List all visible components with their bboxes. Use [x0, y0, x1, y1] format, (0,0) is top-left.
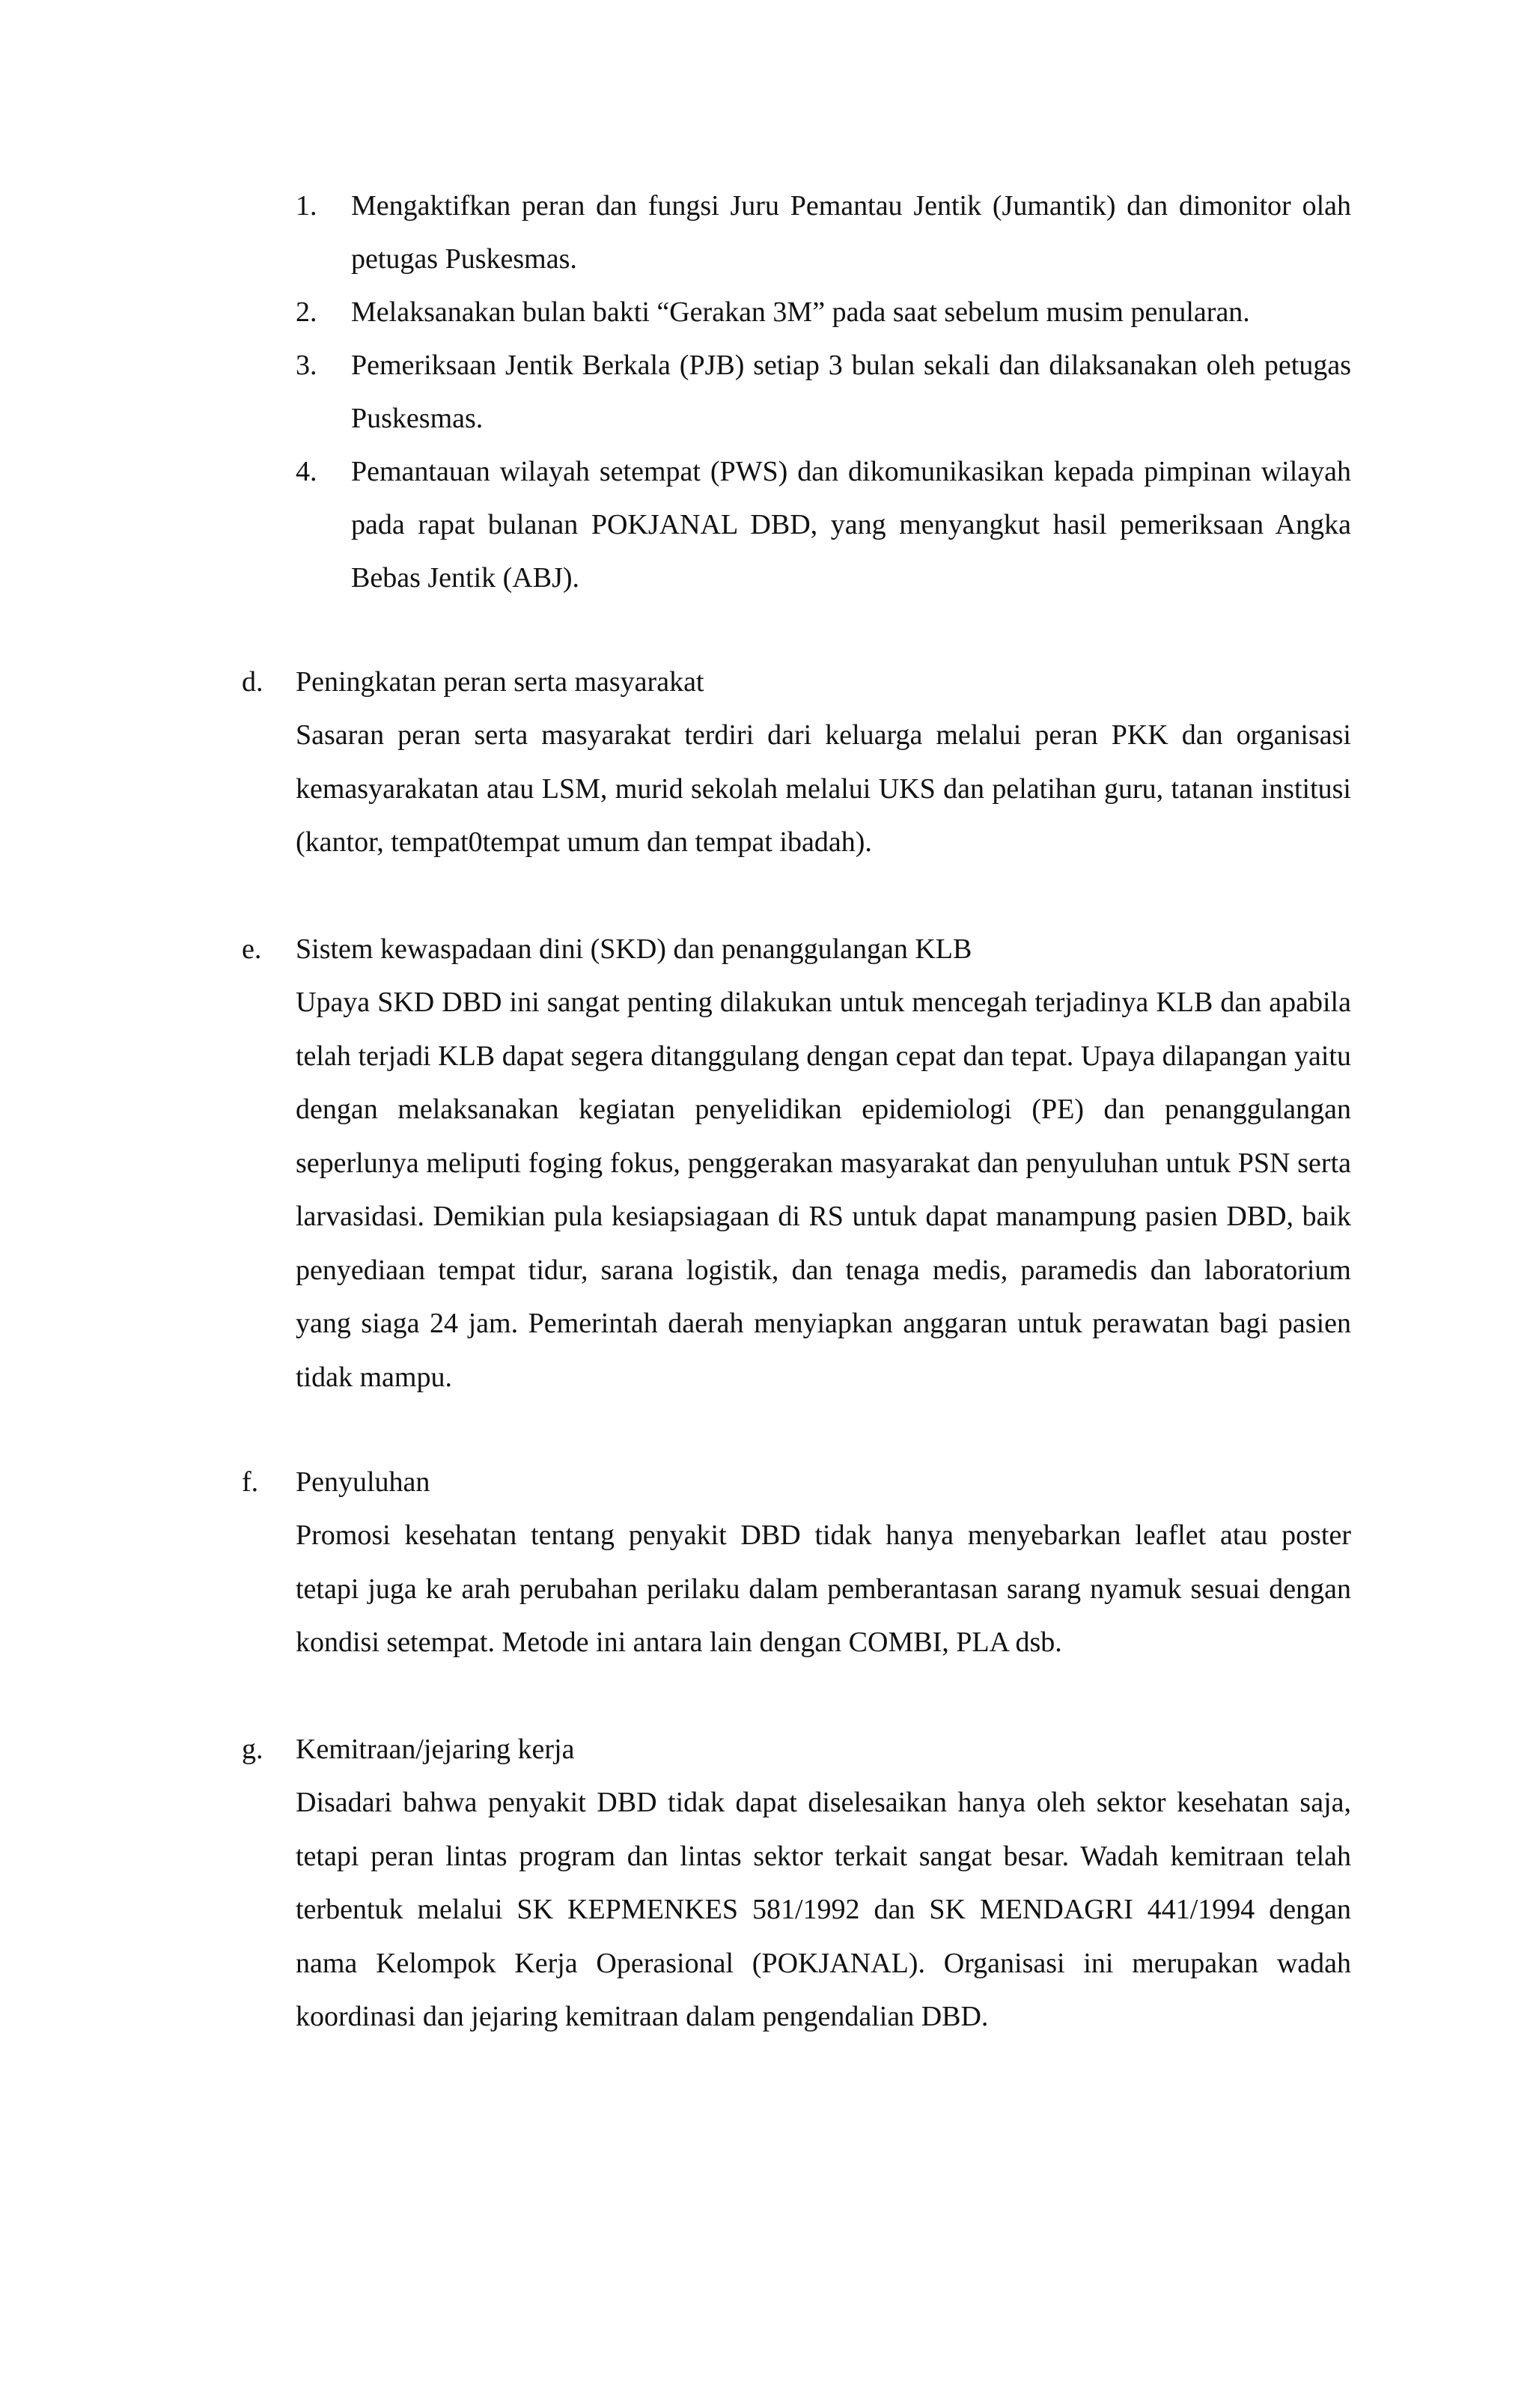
- section-title: Penyuluhan: [296, 1466, 430, 1498]
- list-item-text: Pemeriksaan Jentik Berkala (PJB) setiap 3 bulan sekali dan dilaksanakan oleh petugas Puskesmas.: [351, 350, 1351, 434]
- section-title: Peningkatan peran serta masyarakat: [296, 666, 704, 698]
- numbered-list: [296, 180, 1351, 605]
- list-item: [296, 445, 1351, 605]
- section-letter: d.: [242, 666, 263, 698]
- section-penyuluhan: [242, 1456, 1351, 1670]
- list-item: [296, 339, 1351, 445]
- list-number: 2.: [296, 296, 317, 328]
- section-sistem-kewaspadaan-dini: [242, 923, 1351, 1404]
- section-peningkatan-peran-serta: [242, 656, 1351, 870]
- section-heading: [242, 1456, 1351, 1509]
- list-number: 1.: [296, 190, 317, 222]
- section-title: Kemitraan/jejaring kerja: [296, 1734, 575, 1765]
- list-item-text: Melaksanakan bulan bakti “Gerakan 3M” pada saat sebelum musim penularan.: [351, 296, 1250, 328]
- section-letter: f.: [242, 1466, 259, 1498]
- list-item-text: Pemantauan wilayah setempat (PWS) dan dikomunikasikan kepada pimpinan wilayah pada rapat bulanan POKJANAL DBD, yang menyangkut hasil pemeriksaan Angka Bebas Jentik (ABJ).: [351, 456, 1351, 594]
- list-item-text: Mengaktifkan peran dan fungsi Juru Pemantau Jentik (Jumantik) dan dimonitor olah petugas Puskesmas.: [351, 190, 1351, 275]
- section-title: Sistem kewaspadaan dini (SKD) dan penanggulangan KLB: [296, 933, 972, 965]
- section-letter: e.: [242, 933, 262, 965]
- section-letter: g.: [242, 1734, 263, 1765]
- section-heading: [242, 656, 1351, 709]
- section-body: Upaya SKD DBD ini sangat penting dilakukan untuk mencegah terjadinya KLB dan apabila telah terjadi KLB dapat segera ditanggulang dengan cepat dan tepat. Upaya dilapangan yaitu dengan melaksanakan kegiatan penyelidikan epidemiologi (PE) dan penanggulangan seperlunya meliputi foging fokus, penggerakan masyarakat dan penyuluhan untuk PSN serta larvasidasi. Demikian pula kesiapsiagaan di RS untuk dapat manampung pasien DBD, baik penyediaan tempat tidur, sarana logistik, dan tenaga medis, paramedis dan laboratorium yang siaga 24 jam. Pemerintah daerah menyiapkan anggaran untuk perawatan bagi pasien tidak mampu.: [296, 987, 1351, 1393]
- section-heading: [242, 1723, 1351, 1776]
- section-body: Disadari bahwa penyakit DBD tidak dapat diselesaikan hanya oleh sektor kesehatan saja, tetapi peran lintas program dan lintas sektor terkait sangat besar. Wadah kemitraan telah terbentuk melalui SK KEPMENKES 581/1992 dan SK MENDAGRI 441/1994 dengan nama Kelompok Kerja Operasional (POKJANAL). Organisasi ini merupakan wadah koordinasi dan jejaring kemitraan dalam pengendalian DBD.: [296, 1787, 1351, 2032]
- section-body: Promosi kesehatan tentang penyakit DBD tidak hanya menyebarkan leaflet atau poster tetapi juga ke arah perubahan perilaku dalam pemberantasan sarang nyamuk sesuai dengan kondisi setempat. Metode ini antara lain dengan COMBI, PLA dsb.: [296, 1520, 1351, 1658]
- section-body: Sasaran peran serta masyarakat terdiri dari keluarga melalui peran PKK dan organisasi kemasyarakatan atau LSM, murid sekolah melalui UKS dan pelatihan guru, tatanan institusi (kantor, tempat0tempat umum dan tempat ibadah).: [296, 719, 1351, 858]
- list-item: [296, 286, 1351, 339]
- list-number: 3.: [296, 350, 317, 381]
- section-heading: [242, 923, 1351, 976]
- list-number: 4.: [296, 456, 317, 487]
- list-item: [296, 180, 1351, 286]
- section-kemitraan-jejaring-kerja: [242, 1723, 1351, 2044]
